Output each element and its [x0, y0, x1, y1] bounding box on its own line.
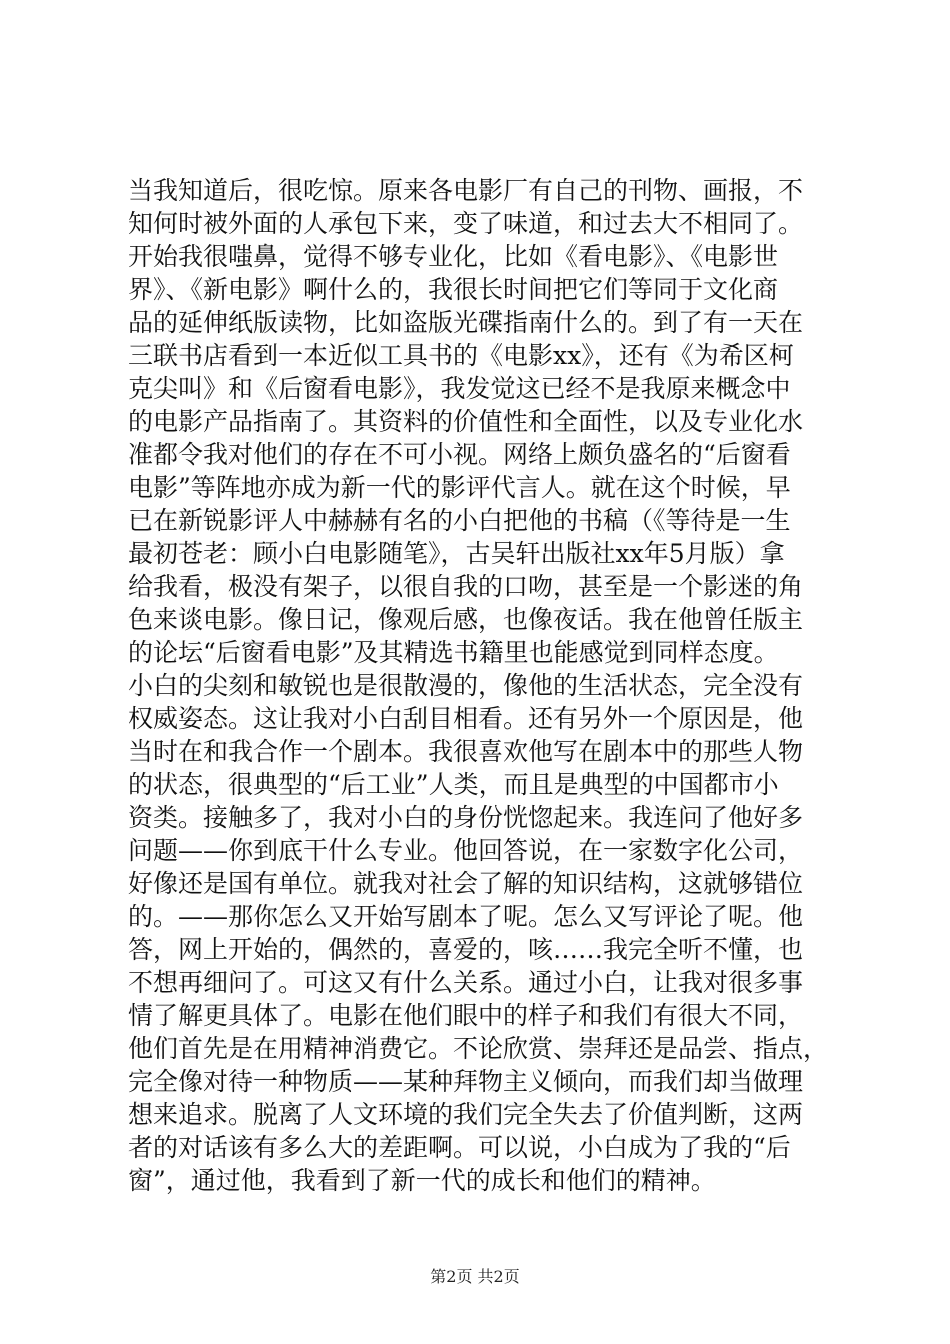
text-line: 色来谈电影。像日记，像观后感，也像夜话。我在他曾任版主: [128, 605, 804, 634]
text-line: 电影”等阵地亦成为新一代的影评代言人。就在这个时候，早: [128, 473, 791, 502]
text-line: 最初苍老：顾小白电影随笔》，古吴轩出版社xx年5月版）拿: [128, 539, 785, 568]
text-line: 当时在和我合作一个剧本。我很喜欢他写在剧本中的那些人物: [128, 737, 804, 766]
text-line: 知何时被外面的人承包下来，变了味道，和过去大不相同了。: [128, 209, 804, 238]
text-line: 的。——那你怎么又开始写剧本了呢。怎么又写评论了呢。他: [128, 902, 804, 931]
text-line: 小白的尖刻和敏锐也是很散漫的，像他的生活状态，完全没有: [128, 671, 804, 700]
text-line: 完全像对待一种物质——某种拜物主义倾向，而我们却当做理: [128, 1067, 804, 1096]
text-line: 的论坛“后窗看电影”及其精选书籍里也能感觉到同样态度。: [128, 638, 779, 667]
text-line: 窗”，通过他，我看到了新一代的成长和他们的精神。: [128, 1166, 716, 1195]
text-line: 开始我很嗤鼻，觉得不够专业化，比如《看电影》、《电影世: [128, 242, 779, 271]
text-line: 不想再细问了。可这又有什么关系。通过小白，让我对很多事: [128, 968, 804, 997]
text-line: 克尖叫》和《后窗看电影》，我发觉这已经不是我原来概念中: [128, 374, 791, 403]
text-line: 品的延伸纸版读物，比如盗版光碟指南什么的。到了有一天在: [128, 308, 804, 337]
text-line: 答，网上开始的，偶然的，喜爱的，咳……我完全听不懂，也: [128, 935, 804, 964]
text-line: 界》、《新电影》啊什么的，我很长时间把它们等同于文化商: [128, 275, 779, 304]
text-line: 的电影产品指南了。其资料的价值性和全面性，以及专业化水: [128, 407, 804, 436]
text-line: 问题——你到底干什么专业。他回答说，在一家数字化公司，: [128, 836, 804, 865]
page-number-footer: 第2页 共2页: [430, 1267, 520, 1286]
text-line: 者的对话该有多么大的差距啊。可以说，小白成为了我的“后: [128, 1133, 791, 1162]
text-line: 准都令我对他们的存在不可小视。网络上颇负盛名的“后窗看: [128, 440, 791, 469]
text-line: 给我看，极没有架子，以很自我的口吻，甚至是一个影迷的角: [128, 572, 804, 601]
body-paragraph: [128, 174, 828, 1197]
text-line: 当我知道后，很吃惊。原来各电影厂有自己的刊物、画报，不: [128, 176, 804, 205]
text-line: 他们首先是在用精神消费它。不论欣赏、崇拜还是品尝、指点，: [128, 1034, 829, 1063]
text-line: 的状态，很典型的“后工业”人类，而且是典型的中国都市小: [128, 770, 779, 799]
text-line: 权威姿态。这让我对小白刮目相看。还有另外一个原因是，他: [128, 704, 804, 733]
text-line: 资类。接触多了，我对小白的身份恍惚起来。我连问了他好多: [128, 803, 804, 832]
text-line: 情了解更具体了。电影在他们眼中的样子和我们有很大不同，: [128, 1001, 804, 1030]
text-line: 想来追求。脱离了人文环境的我们完全失去了价值判断，这两: [128, 1100, 804, 1129]
text-line: 已在新锐影评人中赫赫有名的小白把他的书稿（《等待是一生: [128, 506, 791, 535]
text-line: 好像还是国有单位。就我对社会了解的知识结构，这就够错位: [128, 869, 804, 898]
text-line: 三联书店看到一本近似工具书的《电影xx》，还有《为希区柯: [128, 341, 794, 370]
